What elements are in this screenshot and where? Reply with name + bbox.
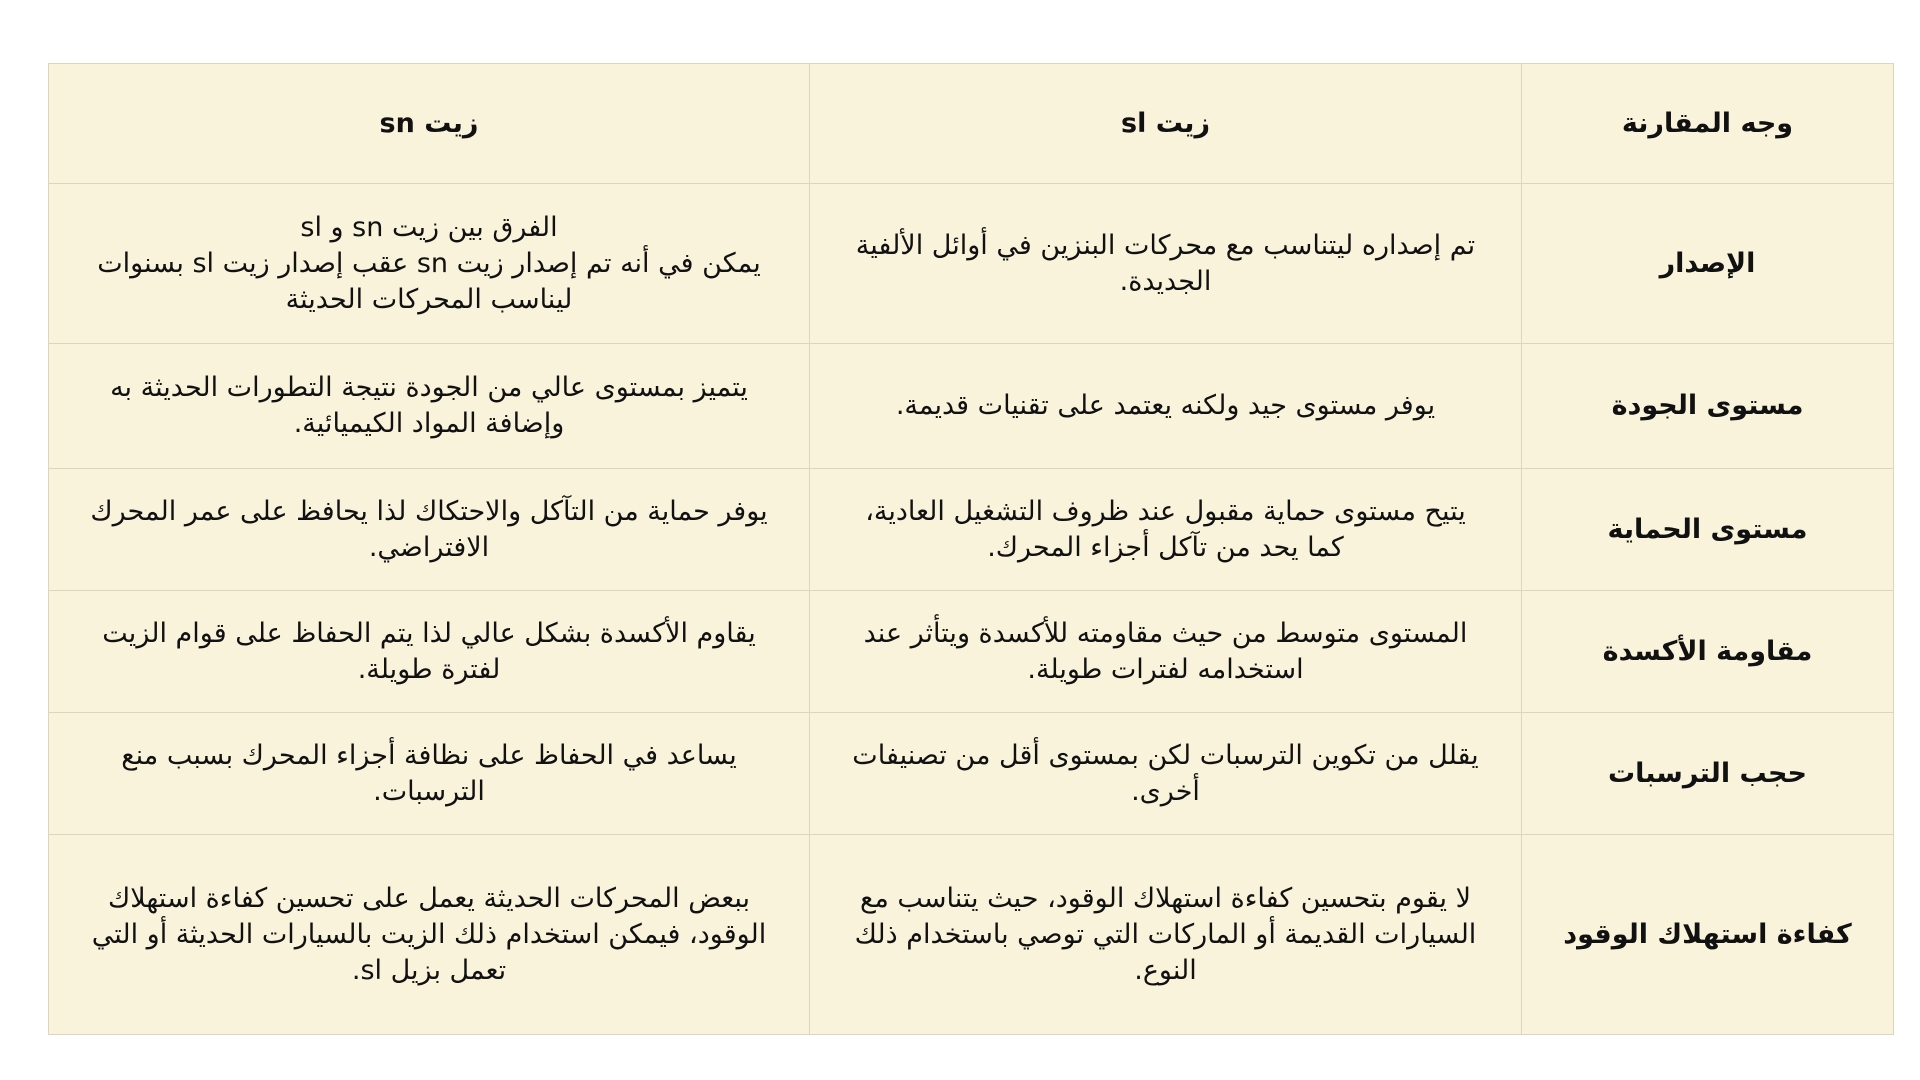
aspect-cell: مقاومة الأكسدة [1522,591,1894,713]
sl-cell-text: يتيح مستوى حماية مقبول عند ظروف التشغيل العادية، كما يحد من تآكل أجزاء المحرك. [865,495,1466,563]
sl-cell [810,469,1522,591]
sn-cell-text: ببعض المحركات الحديثة يعمل على تحسين كفاءة استهلاك الوقود، فيمكن استخدام ذلك الزيت بالسيارات الحديثة أو التي تعمل بزيل sl. [91,882,767,986]
sl-cell [810,713,1522,835]
sl-cell-text: لا يقوم بتحسين كفاءة استهلاك الوقود، حيث يتناسب مع السيارات القديمة أو الماركات التي توصي باستخدام ذلك النوع. [854,882,1477,986]
sl-cell-text: المستوى متوسط من حيث مقاومته للأكسدة ويتأثر عند استخدامه لفترات طويلة. [863,617,1468,685]
aspect-cell: مستوى الجودة [1522,344,1894,469]
sn-cell-text: الفرق بين زيت sn و sl يمكن في أنه تم إصدار زيت sn عقب إصدار زيت sl بسنوات ليناسب المحركات الحديثة [97,211,761,315]
header-sl-oil: زيت sl [810,64,1522,184]
comparison-table [48,63,1894,1035]
sn-cell [49,591,810,713]
sn-cell-text: يساعد في الحفاظ على نظافة أجزاء المحرك بسبب منع الترسبات. [121,739,737,807]
table-row [49,344,1894,469]
sl-cell [810,835,1522,1035]
sl-cell [810,344,1522,469]
sn-cell-text: يتميز بمستوى عالي من الجودة نتيجة التطورات الحديثة به وإضافة المواد الكيميائية. [110,372,748,439]
sl-cell-text: تم إصداره ليتناسب مع محركات البنزين في أوائل الألفية الجديدة. [855,229,1476,297]
table-row [49,835,1894,1035]
sn-cell-text: يوفر حماية من التآكل والاحتكاك لذا يحافظ على عمر المحرك الافتراضي. [90,495,768,563]
sl-cell-text: يقلل من تكوين الترسبات لكن بمستوى أقل من تصنيفات أخرى. [852,739,1479,807]
table-row [49,713,1894,835]
table-header-row [49,64,1894,184]
sn-cell [49,713,810,835]
sn-cell-text: يقاوم الأكسدة بشكل عالي لذا يتم الحفاظ على قوام الزيت لفترة طويلة. [102,617,756,685]
sn-cell [49,184,810,344]
table-row [49,469,1894,591]
sl-cell [810,591,1522,713]
aspect-cell: مستوى الحماية [1522,469,1894,591]
table-row [49,591,1894,713]
sn-cell [49,835,810,1035]
sl-cell [810,184,1522,344]
sn-cell [49,469,810,591]
sn-cell [49,344,810,469]
comparison-table-container [48,63,1893,1035]
aspect-cell: كفاءة استهلاك الوقود [1522,835,1894,1035]
table-row [49,184,1894,344]
sl-cell-text: يوفر مستوى جيد ولكنه يعتمد على تقنيات قديمة. [895,390,1436,421]
aspect-cell: حجب الترسبات [1522,713,1894,835]
header-sn-oil: زيت sn [49,64,810,184]
aspect-cell: الإصدار [1522,184,1894,344]
header-aspect: وجه المقارنة [1522,64,1894,184]
